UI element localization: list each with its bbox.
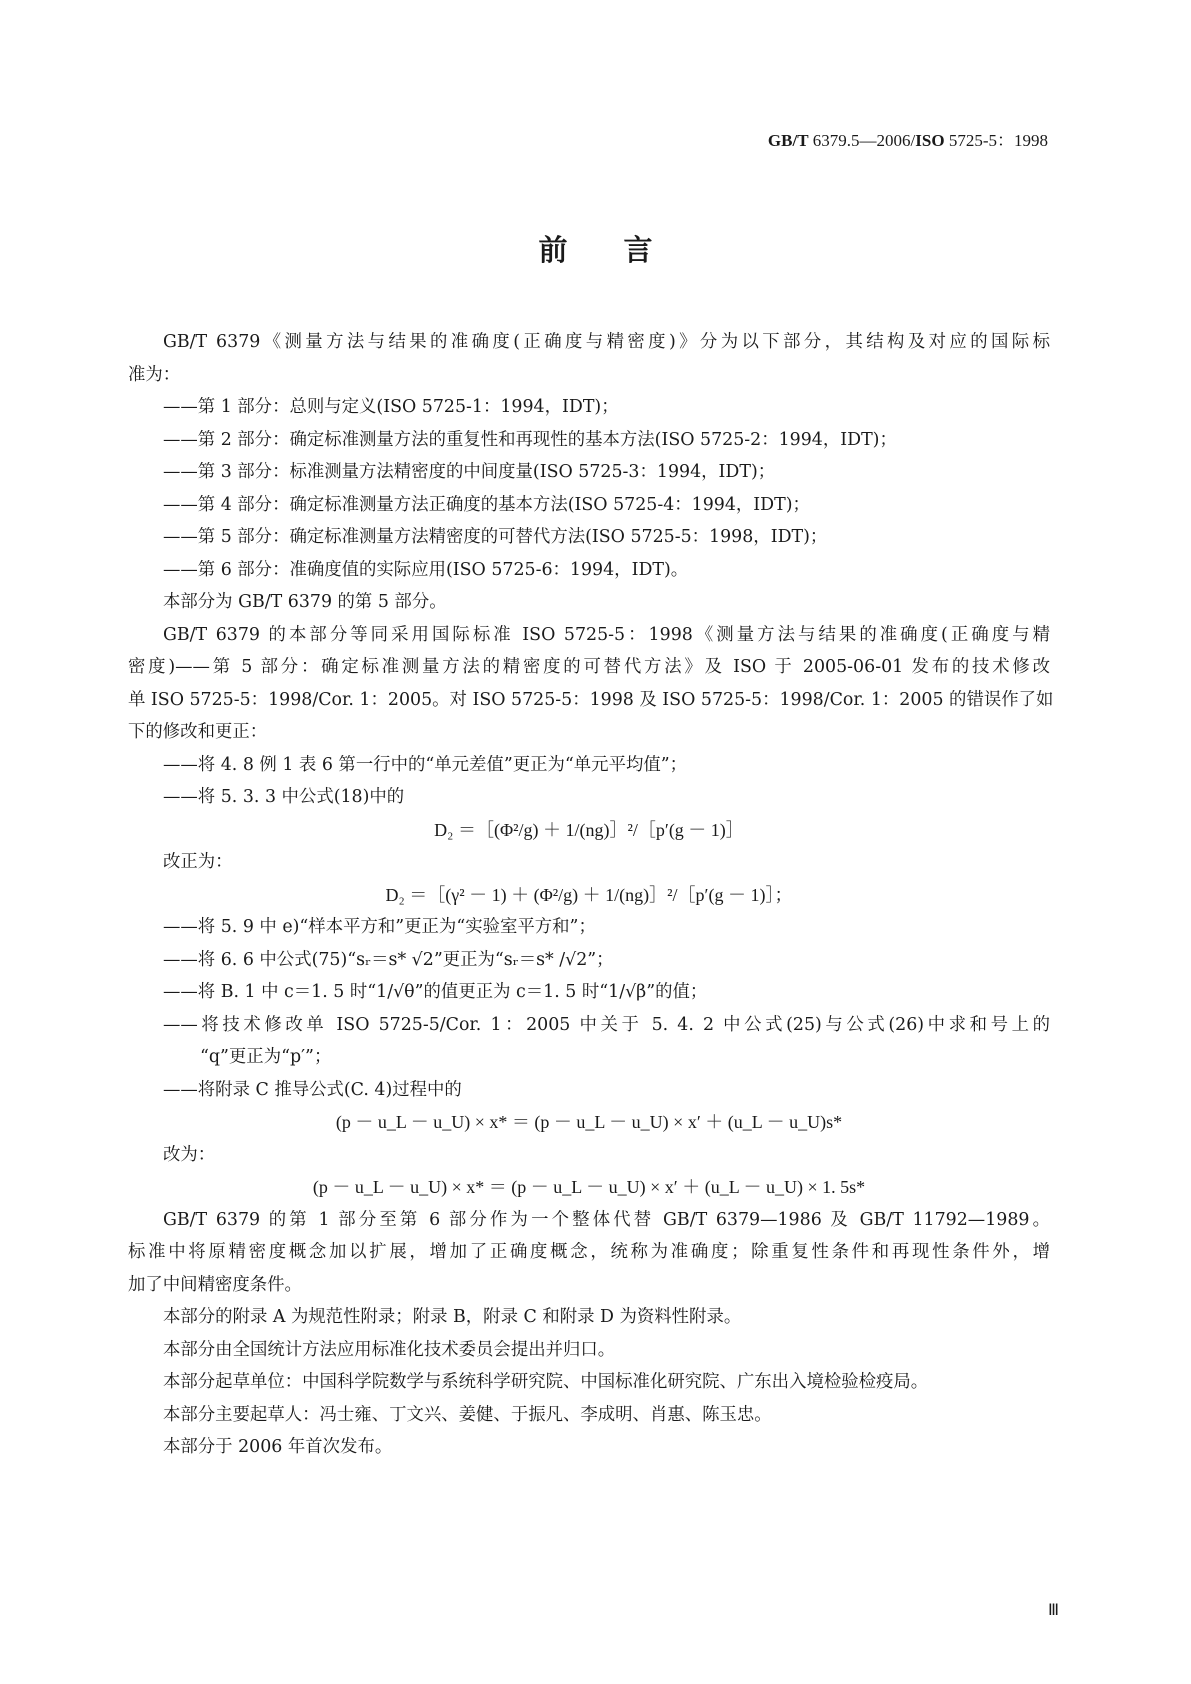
header-gbt: GB/T	[767, 131, 809, 150]
paragraph-line: 本部分的附录 A 为规范性附录；附录 B，附录 C 和附录 D 为资料性附录。	[163, 1307, 742, 1327]
paragraph-line: 单 ISO 5725-5：1998/Cor. 1：2005。对 ISO 5725-5：1998 及 ISO 5725-5：1998/Cor. 1：2005 的错误作了如	[128, 689, 1054, 710]
preface-body	[128, 326, 1054, 1464]
list-item: ——第 3 部分：标准测量方法精密度的中间度量(ISO 5725-3：1994，IDT)；	[163, 462, 776, 482]
paragraph-line: 准为：	[128, 364, 181, 385]
list-item: ——将 5. 3. 3 中公式(18)中的	[163, 787, 405, 807]
page-number: Ⅲ	[1047, 1602, 1059, 1619]
list-item: ——将技术修改单 ISO 5725-5/Cor. 1：2005 中关于 5. 4. 2 中公式(25)与公式(26)中求和号上的	[163, 1014, 1050, 1035]
paragraph-line: 本部分为 GB/T 6379 的第 5 部分。	[163, 592, 447, 612]
formula: D₂ ＝［(γ² － 1) ＋ (Φ²/g) ＋ 1/(ng)］²/［p′(g － 1)］；	[385, 884, 793, 905]
list-item: ——第 6 部分：准确度值的实际应用(ISO 5725-6：1994，IDT)。	[163, 559, 689, 580]
list-item: ——第 2 部分：确定标准测量方法的重复性和再现性的基本方法(ISO 5725-2：1994，IDT)；	[163, 429, 897, 450]
list-item: ——第 5 部分：确定标准测量方法精密度的可替代方法(ISO 5725-5：1998，IDT)；	[163, 527, 828, 547]
list-item: ——将附录 C 推导公式(C. 4)过程中的	[163, 1079, 462, 1100]
paragraph-line: 本部分于 2006 年首次发布。	[163, 1437, 393, 1457]
standard-number-header	[768, 126, 1048, 151]
paragraph-line: GB/T 6379《测量方法与结果的准确度(正确度与精密度)》分为以下部分，其结构及对应的国际标	[163, 332, 1050, 352]
formula: (p － u_L － u_U) × x* ＝ (p － u_L － u_U) × x′ ＋ (u_L － u_U) × 1. 5s*	[312, 1177, 866, 1197]
list-item: ——将 4. 8 例 1 表 6 第一行中的“单元差值”更正为“单元平均值”；	[163, 754, 688, 775]
header-iso: ISO	[915, 131, 945, 150]
list-item: ——将 5. 9 中 e)“样本平方和”更正为“实验室平方和”；	[163, 917, 596, 937]
list-item: ——第 4 部分：确定标准测量方法正确度的基本方法(ISO 5725-4：1994，IDT)；	[163, 494, 810, 515]
paragraph-line: 本部分起草单位：中国科学院数学与系统科学研究院、中国标准化研究院、广东出入境检验检疫局。	[163, 1372, 929, 1392]
paragraph-line: 改为：	[163, 1144, 216, 1165]
paragraph-line: 加了中间精密度条件。	[128, 1274, 302, 1295]
header-iso-number: 5725-5：1998	[944, 131, 1048, 150]
paragraph-line: GB/T 6379 的第 1 部分至第 6 部分作为一个整体代替 GB/T 6379—1986 及 GB/T 11792—1989。	[163, 1209, 1050, 1230]
formula: D₂ ＝［(Φ²/g) ＋ 1/(ng)］²/［p′(g － 1)］	[434, 819, 744, 840]
list-item: ——第 1 部分：总则与定义(ISO 5725-1：1994，IDT)；	[163, 397, 619, 417]
formula: (p － u_L － u_U) × x* ＝ (p － u_L － u_U) × x′ ＋ (u_L － u_U)s*	[335, 1112, 843, 1132]
paragraph-line: 本部分由全国统计方法应用标准化技术委员会提出并归口。	[163, 1339, 616, 1360]
paragraph-line: 密度)——第 5 部分：确定标准测量方法的精密度的可替代方法》及 ISO 于 2005-06-01 发布的技术修改	[128, 657, 1050, 677]
paragraph-line: 本部分主要起草人：冯士雍、丁文兴、姜健、于振凡、李成明、肖惠、陈玉忠。	[163, 1404, 772, 1425]
paragraph-line: GB/T 6379 的本部分等同采用国际标准 ISO 5725-5：1998《测量方法与结果的准确度(正确度与精	[163, 624, 1050, 645]
list-item: ——将 6. 6 中公式(75)“sᵣ＝s* √2”更正为“sᵣ＝s* /√2”；	[163, 949, 614, 970]
paragraph-line: 下的修改和更正：	[128, 722, 268, 742]
paragraph-line: 改正为：	[163, 852, 233, 872]
page-title: 前言	[538, 233, 709, 267]
list-item: ——将 B. 1 中 c＝1. 5 时“1/√θ”的值更正为 c＝1. 5 时“1/√β”的值；	[163, 982, 708, 1002]
paragraph-line: 标准中将原精密度概念加以扩展，增加了正确度概念，统称为准确度；除重复性条件和再现性条件外，增	[128, 1242, 1050, 1262]
list-item-continuation: “q”更正为“p′”；	[200, 1047, 332, 1067]
header-number: 6379.5—2006/	[808, 131, 916, 150]
